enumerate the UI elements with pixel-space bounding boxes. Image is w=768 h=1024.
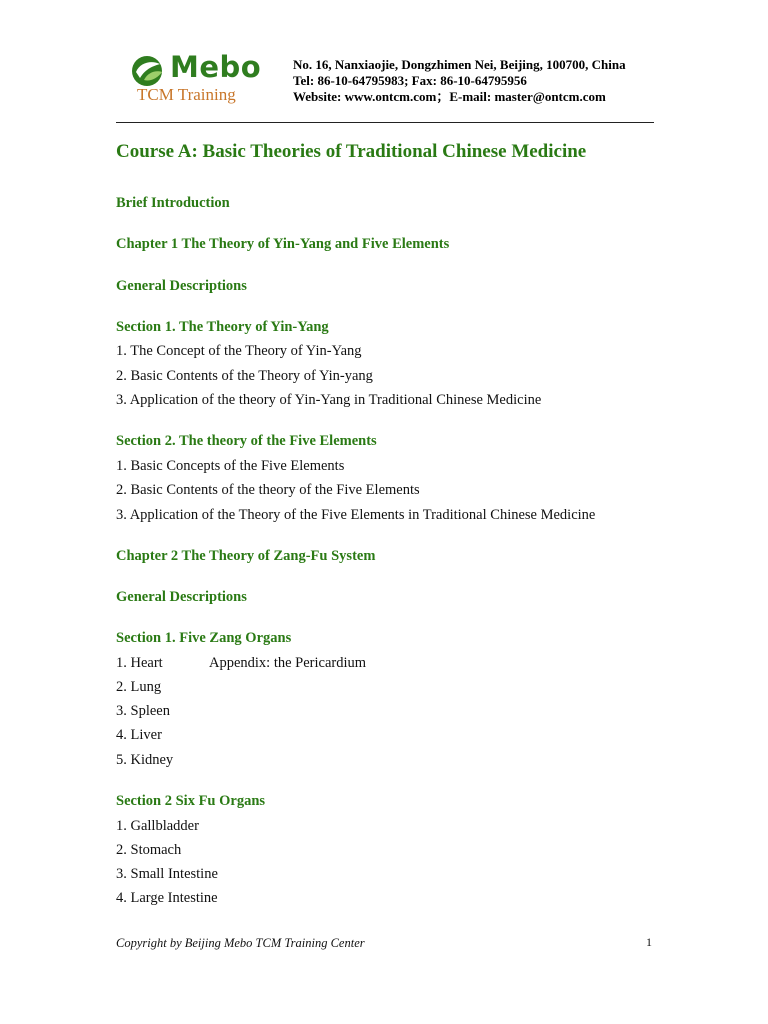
list-item: 2. Basic Contents of the theory of the Five Elements <box>116 482 420 498</box>
list-item: 1. Gallbladder <box>116 818 199 834</box>
list-item: 2. Stomach <box>116 842 182 858</box>
chapter-1-heading: Chapter 1 The Theory of Yin-Yang and Five Elements <box>116 236 450 252</box>
list-item: 1. Basic Concepts of the Five Elements <box>116 458 345 474</box>
header-divider <box>116 122 654 123</box>
list-item: 5. Kidney <box>116 752 174 768</box>
leaf-globe-icon <box>130 54 168 88</box>
chapter-2-heading: Chapter 2 The Theory of Zang-Fu System <box>116 548 376 564</box>
ch2-section-1-heading: Section 1. Five Zang Organs <box>116 630 292 646</box>
header-contact <box>293 57 626 105</box>
chapter-2-general-descriptions: General Descriptions <box>116 589 247 605</box>
logo-subtitle: TCM Training <box>137 85 236 104</box>
chapter-1-general-descriptions: General Descriptions <box>116 278 247 294</box>
tel-fax-line: Tel: 86-10-64795983; Fax: 86-10-64795956 <box>293 73 527 88</box>
list-item: 4. Liver <box>116 727 162 743</box>
document-title: Course A: Basic Theories of Traditional Chinese Medicine <box>116 141 587 162</box>
list-item: 3. Small Intestine <box>116 866 218 882</box>
appendix-note: Appendix: the Pericardium <box>209 655 367 671</box>
list-item: 3. Application of the Theory of the Five Elements in Traditional Chinese Medicine <box>116 507 596 523</box>
logo-wordmark: Mebo <box>170 50 262 84</box>
list-item: 1. Heart <box>116 655 163 671</box>
page-number: 1 <box>646 935 652 949</box>
list-item: 2. Lung <box>116 679 162 695</box>
website-email-line: Website: www.ontcm.com；E-mail: master@ontcm.com <box>293 89 606 104</box>
ch1-section-2-heading: Section 2. The theory of the Five Elements <box>116 433 377 449</box>
list-item: 1. The Concept of the Theory of Yin-Yang <box>116 343 362 359</box>
list-item: 2. Basic Contents of the Theory of Yin-yang <box>116 368 373 384</box>
list-item: 3. Spleen <box>116 703 170 719</box>
mebo-logo <box>130 52 260 108</box>
list-item: 3. Application of the theory of Yin-Yang in Traditional Chinese Medicine <box>116 392 542 408</box>
ch1-section-1-heading: Section 1. The Theory of Yin-Yang <box>116 319 329 335</box>
address-line: No. 16, Nanxiaojie, Dongzhimen Nei, Beijing, 100700, China <box>293 57 626 72</box>
list-item: 4. Large Intestine <box>116 890 218 906</box>
copyright-footer: Copyright by Beijing Mebo TCM Training Center <box>116 936 365 950</box>
brief-introduction-heading: Brief Introduction <box>116 195 230 211</box>
ch2-section-2-heading: Section 2 Six Fu Organs <box>116 793 266 809</box>
